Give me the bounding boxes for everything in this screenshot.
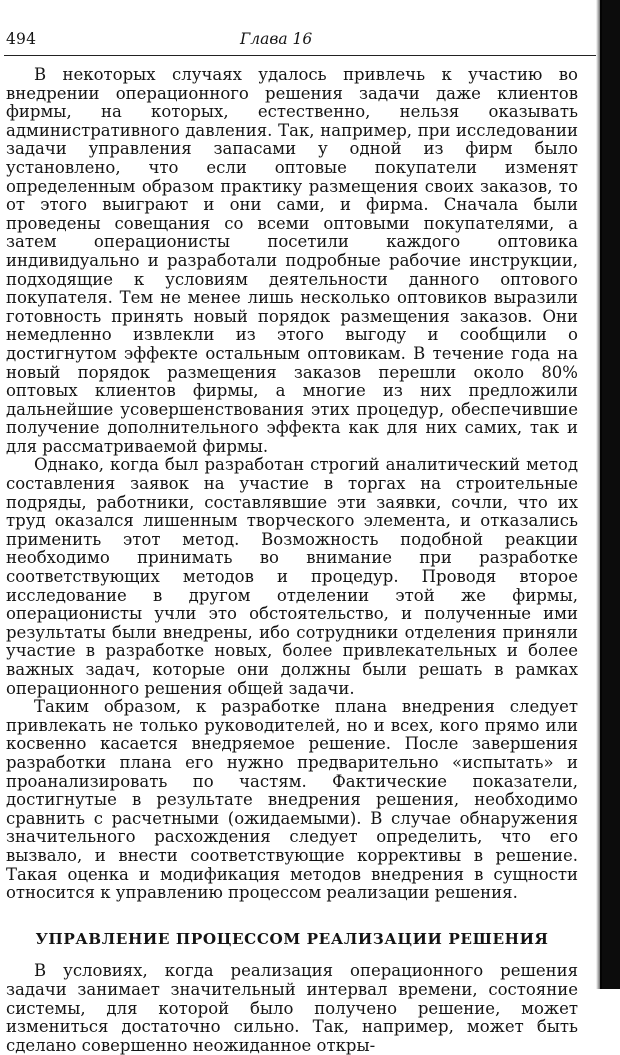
- chapter-title: Глава 16: [240, 30, 313, 48]
- book-binding-edge: [600, 0, 620, 989]
- header-rule: [4, 55, 596, 56]
- paragraph: В условиях, когда реализация операционного решения задачи занимает значительный интервал времени, состояние системы, для которой было получено решение, может измениться достаточно сильно. Так, например, может быть сделано совершенно неожиданное откры-: [6, 961, 578, 1055]
- paragraph: Таким образом, к разработке плана внедрения следует привлекать не только руководителей, но и всех, кого прямо или косвенно касается внедряемое решение. После завершения разработки плана его нужно предварительно «испытать» и проанализировать по частям. Фактические показатели, достигнутые в результате внедрения решения, необходимо сравнить с расчетными (ожидаемыми). В случае обнаружения значительного расхождения следует определить, что его вызвало, и внести соответствующие коррективы в решение. Такая оценка и модификация методов внедрения в сущности относится к управлению процессом реализации решения.: [6, 697, 578, 903]
- section-heading: УПРАВЛЕНИЕ ПРОЦЕССОМ РЕАЛИЗАЦИИ РЕШЕНИЯ: [35, 929, 549, 948]
- paragraph: Однако, когда был разработан строгий аналитический метод составления заявок на участие в торгах на строительные подряды, работники, составлявшие эти заявки, сочли, что их труд оказался лишенным творческого элемента, и отказались применить этот метод. Возможность подобной реакции необходимо принимать во внимание при разработке соответствующих методов и процедур. Проводя второе исследование в другом отделении этой же фирмы, операционисты учли это обстоятельство, и полученные ими результаты были внедрены, ибо сотрудники отделения приняли участие в разработке новых, более привлекательных и более важных задач, которые они должны были решать в рамках операционного решения общей задачи.: [6, 455, 578, 698]
- page-header: [0, 26, 600, 50]
- paragraph: В некоторых случаях удалось привлечь к участию во внедрении операционного решения задачи даже клиентов фирмы, на которых, естественно, нельзя оказывать административного давления. Так, например, при исследовании задачи управления запасами у одной из фирм было установлено, что если оптовые покупатели изменят определенным образом практику размещения своих заказов, то от этого выиграют и они сами, и фирма. Сначала были проведены совещания со всеми оптовыми покупателями, а затем операционисты посетили каждого оптовика индивидуально и разработали подробные рабочие инструкции, подходящие к условиям деятельности данного оптового покупателя. Тем не менее лишь несколько оптовиков выразили готовность принять новый порядок размещения заказов. Они немедленно извлекли из этого выгоду и сообщили о достигнутом эффекте остальным оптовикам. В течение года на новый порядок размещения заказов перешли около 80% оптовых клиентов фирмы, а многие из них предложили дальнейшие усовершенствования этих процедур, обеспечившие получение дополнительного эффекта как для них самих, так и для рассматриваемой фирмы.: [6, 65, 578, 456]
- page-number: 494: [6, 30, 37, 48]
- page-body: [6, 66, 578, 1055]
